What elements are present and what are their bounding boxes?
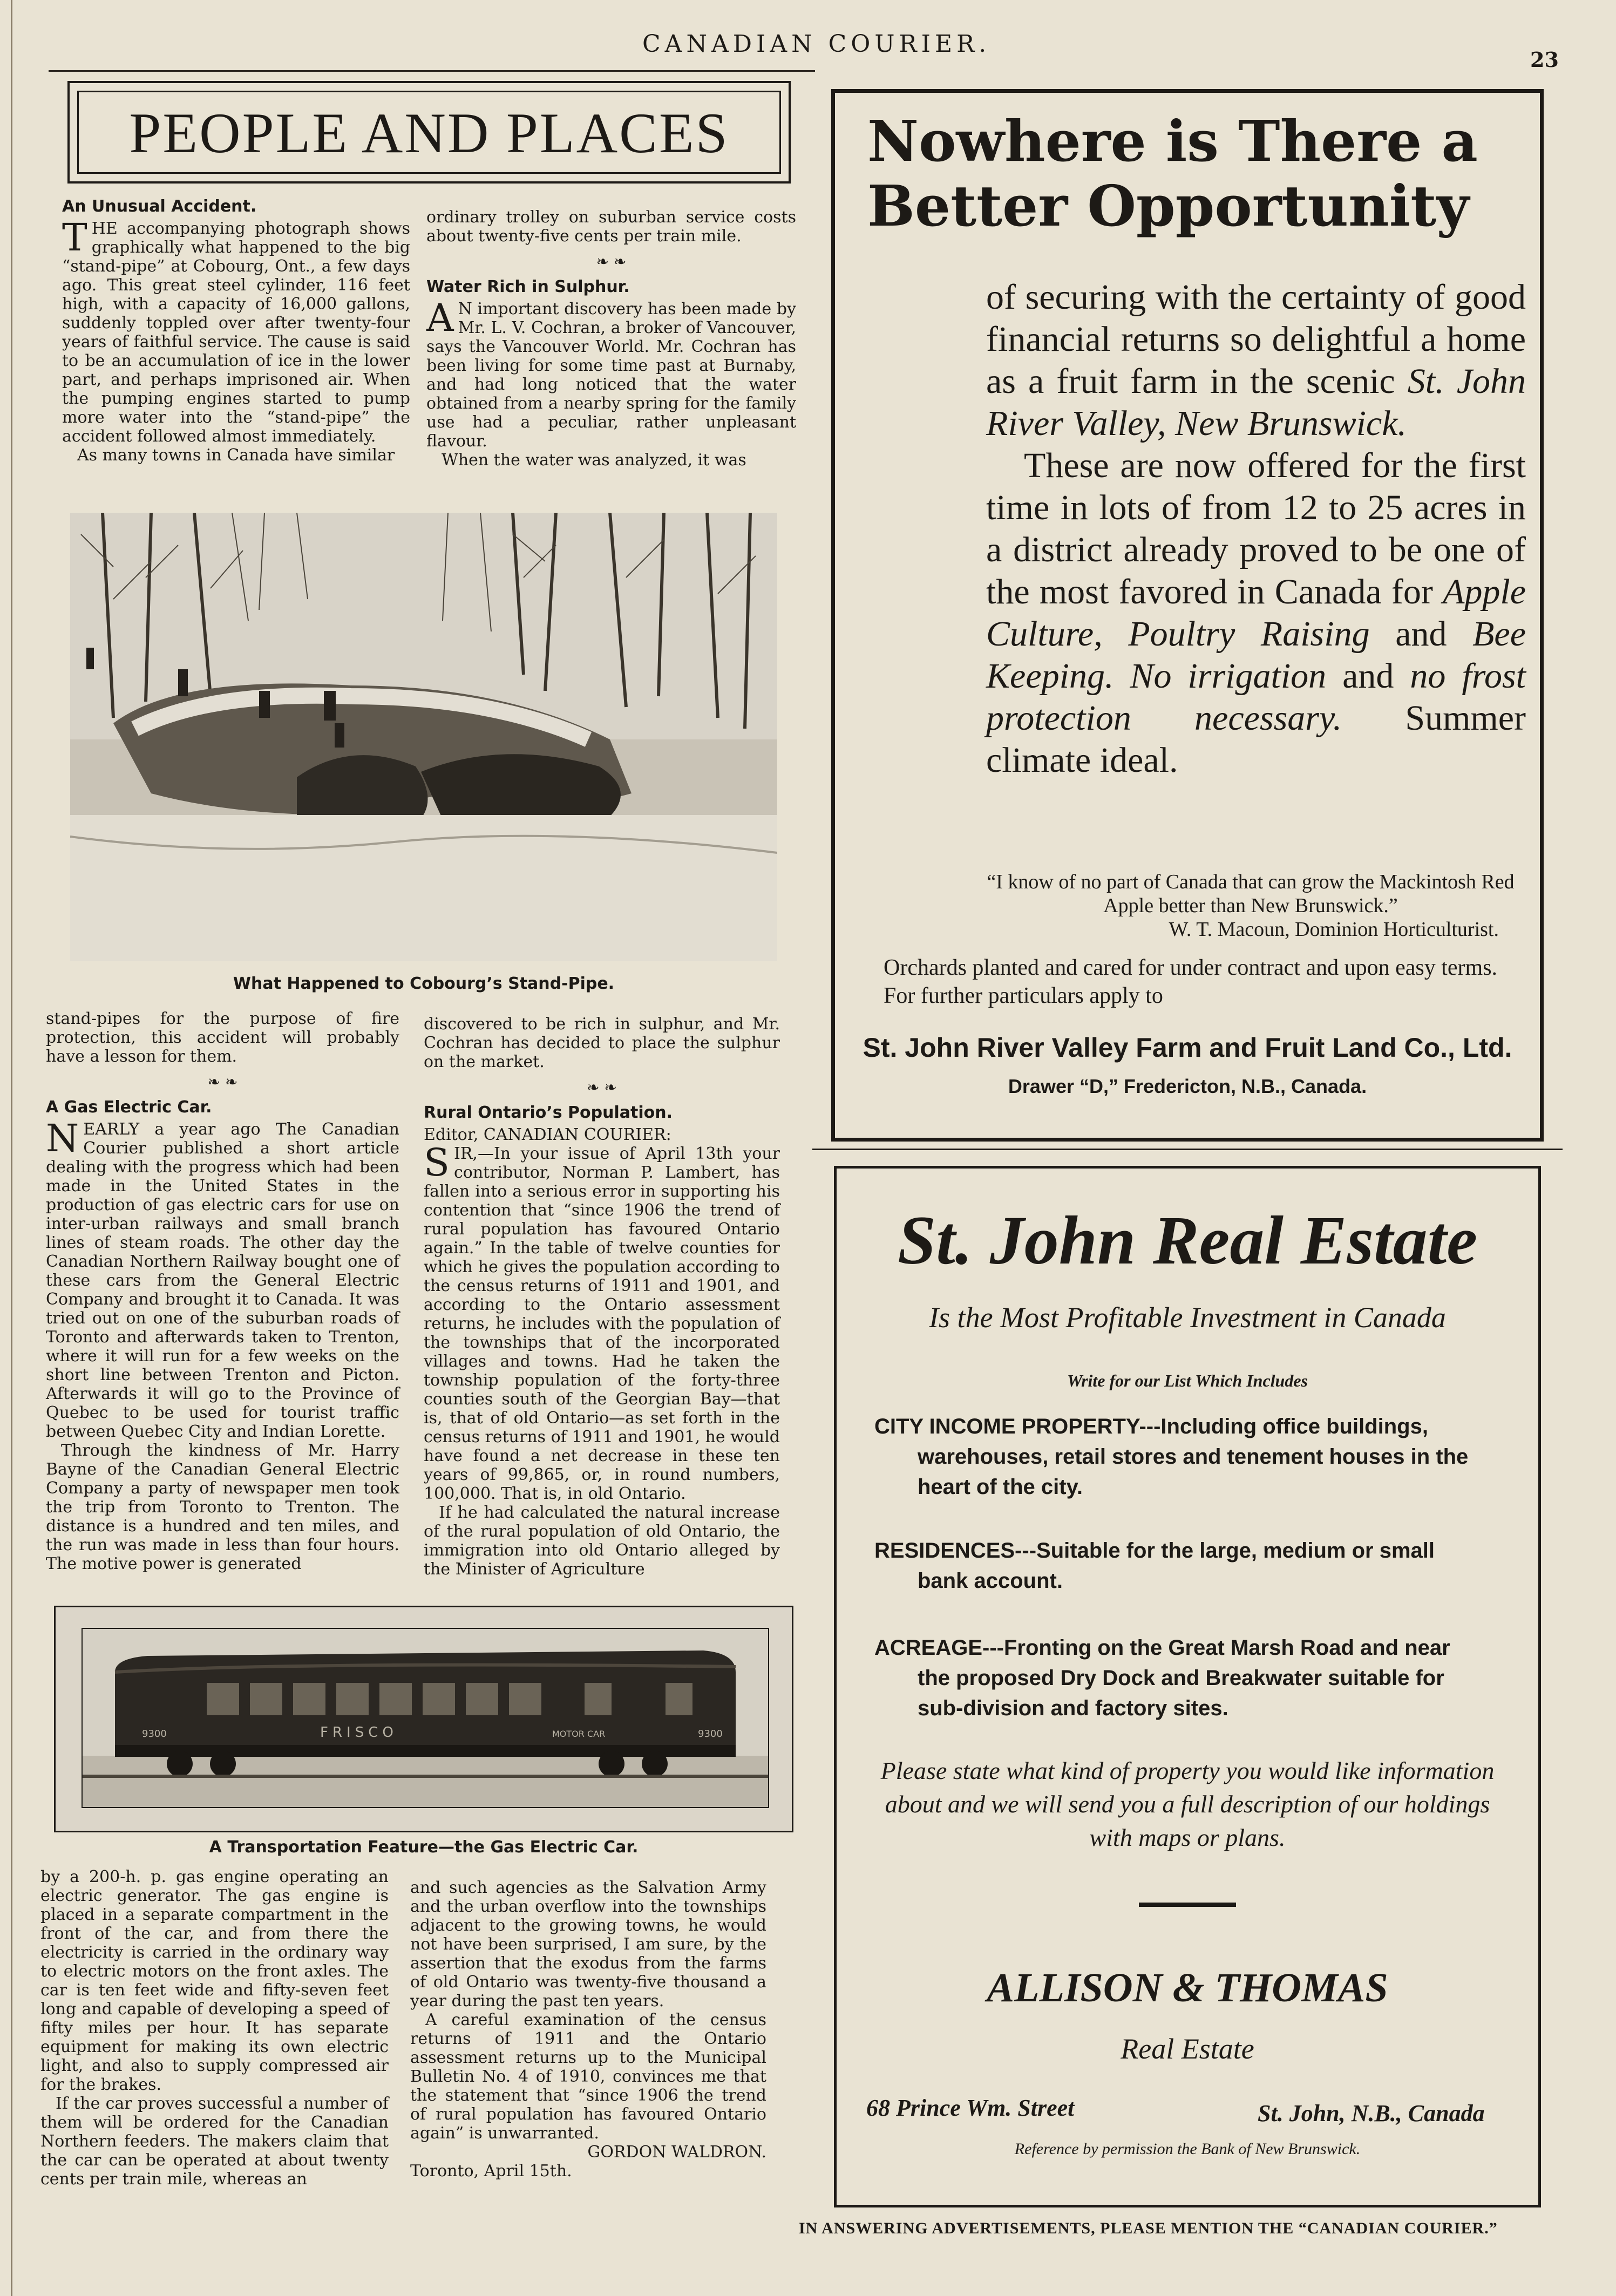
ornament: ❧ ❧ xyxy=(596,253,627,270)
ad2-reference: Reference by permission the Bank of New Brunswick. xyxy=(1014,2140,1361,2158)
paragraph: As many towns in Canada have similar xyxy=(77,446,395,465)
fruit-farm-advertisement xyxy=(831,89,1544,1142)
paragraph: by a 200-h. p. gas engine operating an electric generator. The gas engine is placed in a separate compartment in the front of the car, and from there the electricity is carried in the ordinary way to electric motors on the front axles. The car is ten feet wide and fifty-seven feet long and capable of developing a speed of fifty miles per hour. It has separate equipment for making its own electric light, and also to supply compressed air for the brakes. xyxy=(40,1867,389,2094)
ad-body xyxy=(986,276,1526,782)
standpipe-photo-image xyxy=(70,513,777,961)
paragraph: THE accompanying photograph shows graphically what happened to the big “stand-pipe” at Cobourg, Ont., a few days ago. This great steel cylinder, 116 feet high, with a capacity of 16,000 gallons, suddenly toppled over after twenty-four years of faithful service. The cause is said to be an accumulation of ice in the lower part, and perhaps imprisoned air. When the pumping engines started to pump more water into the “stand-pipe” the accident followed almost immediately. xyxy=(62,215,410,446)
paragraph: NEARLY a year ago The Canadian Courier published a short article dealing with the progress which had been made in the United States in the production of gas electric cars for use on inter-urban railways and small branch lines of steam roads. The other day the Canadian Northern Railway bought one of these cars from the General Electric Company and brought it to Canada. It was tried out on one of the suburban roads of Toronto and afterwards taken to Trenton, where it will run for a few weeks on the short line between Trenton and Picton. Afterwards it will go to the Province of Quebec to be used for tourist traffic between Quebec City and Indian Lorette. xyxy=(46,1116,399,1441)
paragraph: ordinary trolley on suburban service costs about twenty-five cents per train mile. xyxy=(426,208,796,246)
article-heading-accident: An Unusual Accident. xyxy=(62,197,257,216)
signature: GORDON WALDRON. xyxy=(587,2143,766,2162)
page-gutter-shadow xyxy=(11,0,12,2296)
article-heading-rural-ontario: Rural Ontario’s Population. xyxy=(424,1103,673,1122)
car-motor-label: MOTOR CAR xyxy=(552,1729,606,1739)
ad-terms: Orchards planted and cared for under contract and upon easy terms. For further particulars apply to xyxy=(884,955,1498,1008)
salutation: Editor, CANADIAN COURIER: xyxy=(424,1125,671,1144)
paragraph: If the car proves successful a number of them will be ordered for the Canadian Northern feeders. The makers claim that the car can be operated at about twenty cents per train mile, whereas an xyxy=(40,2094,389,2189)
drop-cap: N xyxy=(46,1116,79,1160)
ad2-rule xyxy=(1139,1903,1236,1907)
ad2-city-address: St. John, N.B., Canada xyxy=(1258,2100,1485,2127)
paragraph: If he had calculated the natural increase of the rural population of old Ontario, the immigration into old Ontario alleged by the Minister of Agriculture xyxy=(424,1503,780,1579)
gas-car-photo xyxy=(54,1606,793,1832)
column-1-bottom xyxy=(40,1867,389,2189)
ad2-item-residences: RESIDENCES---Suitable for the large, medium or small bank account. xyxy=(874,1539,1435,1593)
paragraph: A N important discovery has been made by Mr. L. V. Cochran, a broker of Vancouver, says the Vancouver World. Mr. Cochran has been living for some time past at Burnaby, and had long noticed that the water obtained from a nearby spring for the family use had a peculiar, rather unpleasant flavour. xyxy=(426,296,796,451)
ad-paragraph-1: of securing with the certainty of good financial returns so delightful a home as a fruit farm in the scenic St. John River Valley, New Brunswick. xyxy=(986,277,1526,443)
ad2-list-intro: Write for our List Which Includes xyxy=(1067,1371,1308,1390)
drop-cap: T xyxy=(62,215,87,260)
column-1-mid xyxy=(46,1009,399,1573)
ad-separator xyxy=(812,1149,1563,1150)
ad2-headline: St. John Real Estate xyxy=(898,1202,1477,1279)
column-2-bottom xyxy=(410,1878,766,2180)
ad2-item-city-income: CITY INCOME PROPERTY---Including office buildings, warehouses, retail stores and tenement houses in the heart of the city. xyxy=(874,1415,1469,1499)
car-railway-name: FRISCO xyxy=(320,1724,398,1741)
running-head: CANADIAN COURIER. xyxy=(642,30,991,58)
column-2-mid xyxy=(424,1015,780,1579)
ad2-request: Please state what kind of property you would like information about and we will send you a full description of our holdings with maps or plans. xyxy=(880,1757,1495,1851)
article-heading-gas-car: A Gas Electric Car. xyxy=(46,1098,212,1117)
top-rule xyxy=(49,70,815,72)
ad2-firm-name: ALLISON & THOMAS xyxy=(987,1965,1388,2010)
ad2-item-acreage: ACREAGE---Fronting on the Great Marsh Road and near the proposed Dry Dock and Breakwater suitable for sub-division and factory sites. xyxy=(874,1636,1450,1720)
ad-paragraph-2: These are now offered for the first time in lots of from 12 to 25 acres in a district already proved to be one of the most favored in Canada for Apple Culture, Poultry Raising and Bee Keeping. No irrigation and no frost protection necessary. Summer climate ideal. xyxy=(986,446,1526,780)
paragraph: discovered to be rich in sulphur, and Mr. Cochran has decided to place the sulphur on the market. xyxy=(424,1015,780,1071)
section-title-box xyxy=(67,81,791,184)
ad-headline: Nowhere is There a Better Opportunity xyxy=(867,108,1478,239)
ad-address: Drawer “D,” Fredericton, N.B., Canada. xyxy=(1008,1075,1367,1097)
ad2-subtitle: Is the Most Profitable Investment in Canada xyxy=(929,1301,1446,1334)
paragraph: Through the kindness of Mr. Harry Bayne of the Canadian General Electric Company a party of newspaper men took the trip from Toronto to Trenton. The distance is a hundred and ten miles, and the run was made in less than four hours. The motive power is generated xyxy=(46,1441,399,1573)
page-footer: IN ANSWERING ADVERTISEMENTS, PLEASE MENTION THE “CANADIAN COURIER.” xyxy=(799,2219,1498,2237)
gas-car-photo-inner xyxy=(82,1628,769,1808)
standpipe-caption: What Happened to Cobourg’s Stand-Pipe. xyxy=(233,974,615,993)
paragraph: A careful examination of the census returns of 1911 and the Ontario assessment returns up to the Municipal Bulletin No. 4 of 1910, convinces me that the statement that “since 1906 the trend of rural population has favoured Ontario again” is unwarranted. xyxy=(410,2010,766,2143)
standpipe-photo xyxy=(70,513,777,961)
gas-car-caption: A Transportation Feature—the Gas Electric Car. xyxy=(209,1838,639,1857)
paragraph: SIR,—In your issue of April 13th your contributor, Norman P. Lambert, has fallen into a serious error in supporting his contention that “since 1906 the trend of rural population has favoured Ontario again.” In the table of twelve counties for which he gives the population according to the census returns of 1911 and 1901, and according to the Ontario assessment returns, he includes with the population of the townships that of the incorporated villages and towns. Had he taken the township population of the forty-three counties south of the Georgian Bay—that is, that of old Ontario—as set forth in the census returns of 1911 and 1901, he would have found a net decrease in these ten years of 99,865, or, in round numbers, 100,000. That is, in old Ontario. xyxy=(424,1140,780,1503)
ornament: ❧ ❧ xyxy=(207,1073,238,1091)
real-estate-advertisement xyxy=(834,1166,1541,2207)
ad2-street-address: 68 Prince Wm. Street xyxy=(866,2095,1075,2121)
dateline: Toronto, April 15th. xyxy=(410,2162,572,2180)
paragraph: When the water was analyzed, it was xyxy=(442,451,746,470)
page-number: 23 xyxy=(1530,47,1559,72)
drop-cap: A xyxy=(426,296,454,340)
ad-testimonial: “I know of no part of Canada that can grow the Mackintosh Red Apple better than New Brunswick.” W. T. Macoun, Dominion Horticulturist. xyxy=(987,871,1515,941)
car-number-right: 9300 xyxy=(698,1728,723,1740)
column-2-top xyxy=(426,208,796,470)
ad2-firm-tagline: Real Estate xyxy=(1121,2033,1254,2065)
ad-company: St. John River Valley Farm and Fruit Land Co., Ltd. xyxy=(863,1032,1512,1063)
drop-cap: S xyxy=(424,1140,450,1185)
article-heading-sulphur: Water Rich in Sulphur. xyxy=(426,277,630,296)
ornament: ❧ ❧ xyxy=(587,1078,617,1096)
paragraph: stand-pipes for the purpose of fire protection, this accident will probably have a lesson for them. xyxy=(46,1009,399,1066)
car-number-left: 9300 xyxy=(142,1728,167,1740)
paragraph: and such agencies as the Salvation Army and the urban overflow into the townships adjacent to the growing towns, he would not have been surprised, I am sure, by the assertion that the exodus from the farms of old Ontario was twenty-five thousand a year during the past ten years. xyxy=(410,1878,766,2010)
gas-car-image xyxy=(83,1629,768,1807)
section-title: PEOPLE AND PLACES xyxy=(129,101,729,165)
column-1-top xyxy=(62,197,410,465)
